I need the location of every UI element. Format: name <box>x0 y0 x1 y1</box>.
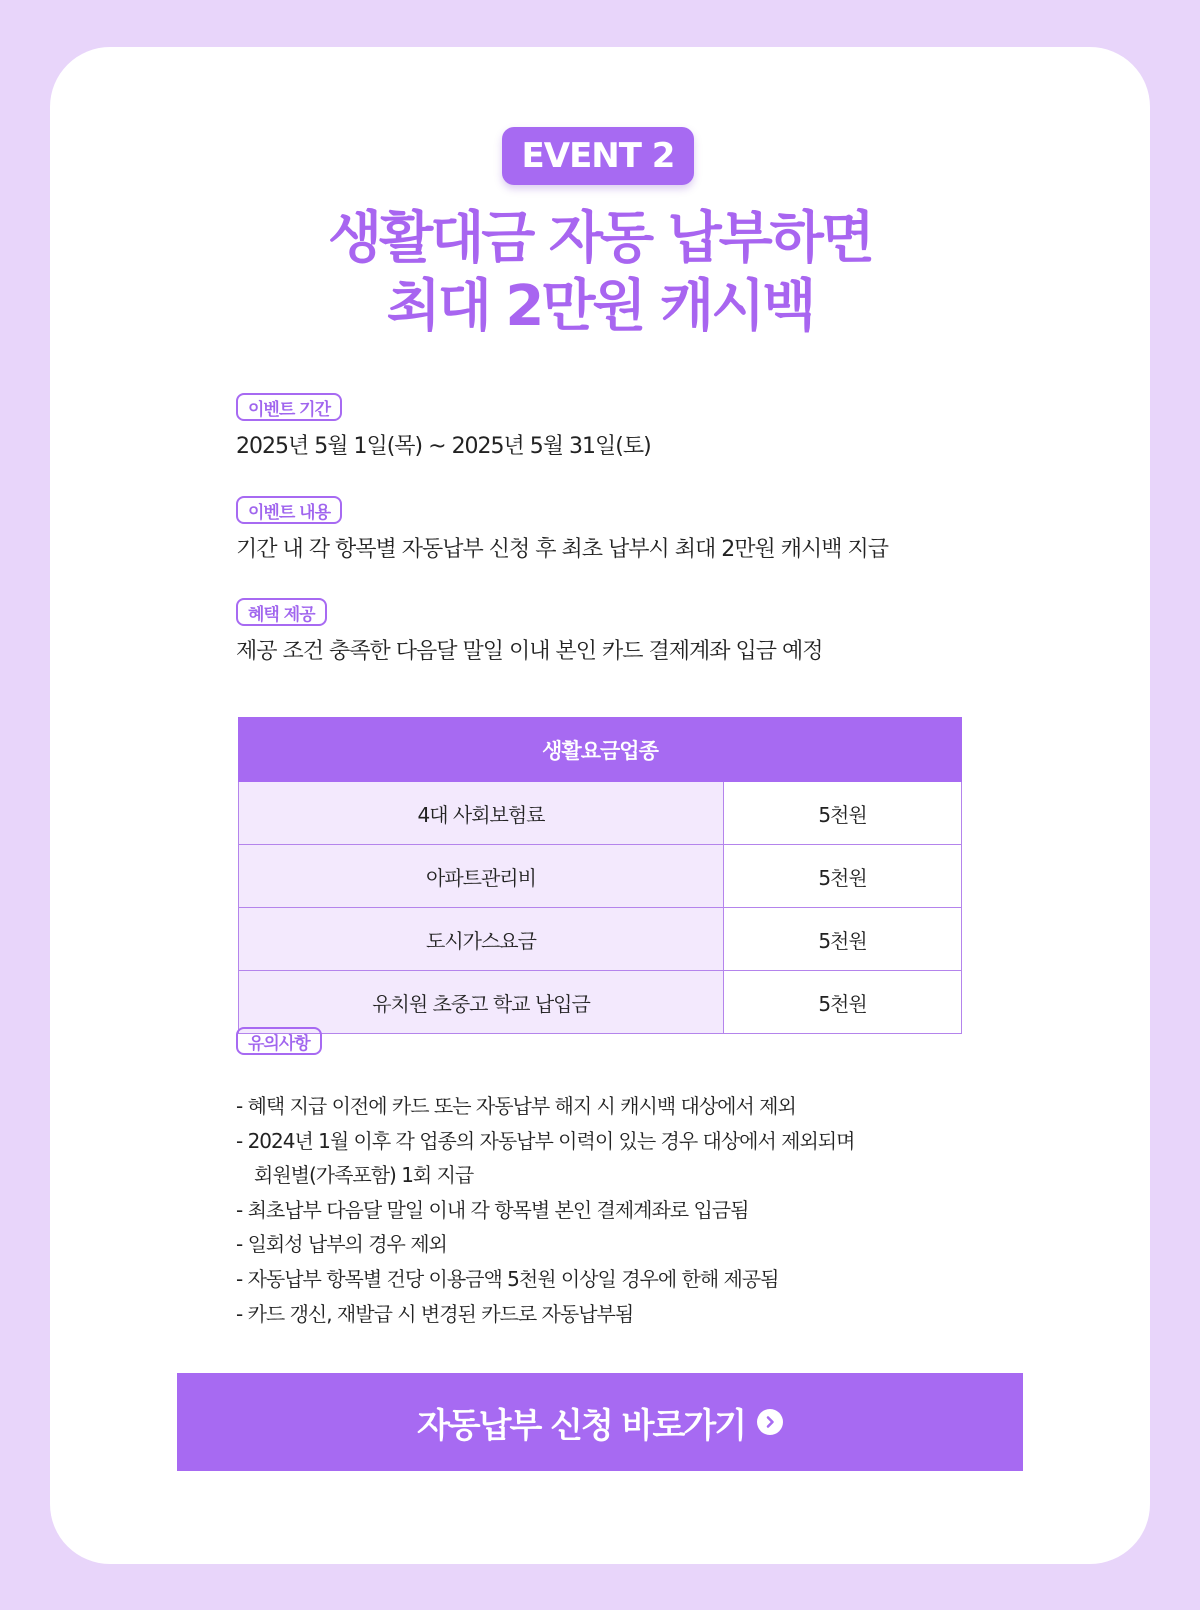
content-text: 기간 내 각 항목별 자동납부 신청 후 최초 납부시 최대 2만원 캐시백 지급 <box>236 537 888 562</box>
notes-tag: 유의사항 <box>236 1027 322 1055</box>
page-title <box>50 205 1150 341</box>
apply-autopay-button[interactable] <box>177 1373 1023 1471</box>
table-row <box>239 782 962 845</box>
period-tag: 이벤트 기간 <box>236 393 342 421</box>
headline-line-2: 최대 2만원 캐시백 <box>386 274 814 339</box>
headline-line-1: 생활대금 자동 납부하면 <box>328 206 872 271</box>
event-badge: EVENT 2 <box>502 127 694 185</box>
note-item: - 자동납부 항목별 건당 이용금액 5천원 이상일 경우에 한해 제공됨 <box>236 1266 779 1291</box>
note-item-continued: 회원별(가족포함) 1회 지급 <box>254 1163 474 1188</box>
period-text: 2025년 5월 1일(목) ~ 2025년 5월 31일(토) <box>236 434 651 459</box>
benefit-text: 제공 조건 충족한 다음달 말일 이내 본인 카드 결제계좌 입금 예정 <box>236 639 823 664</box>
table-row <box>239 845 962 908</box>
fee-table <box>238 717 962 1034</box>
note-item: - 일회성 납부의 경우 제외 <box>236 1232 447 1257</box>
table-cell-amount: 5천원 <box>724 908 962 971</box>
table-cell-category: 도시가스요금 <box>239 908 724 971</box>
note-item: - 최초납부 다음달 말일 이내 각 항목별 본인 결제계좌로 입금됨 <box>236 1197 749 1222</box>
benefit-tag: 혜택 제공 <box>236 598 327 626</box>
table-header: 생활요금업종 <box>239 718 962 782</box>
table-header-row <box>239 718 962 782</box>
event-card <box>50 47 1150 1564</box>
table-cell-category: 4대 사회보험료 <box>239 782 724 845</box>
notes-list <box>236 1089 854 1331</box>
table-cell-amount: 5천원 <box>724 845 962 908</box>
table-cell-category: 아파트관리비 <box>239 845 724 908</box>
note-item: - 혜택 지급 이전에 카드 또는 자동납부 해지 시 캐시백 대상에서 제외 <box>236 1094 796 1118</box>
table-row <box>239 908 962 971</box>
apply-autopay-label: 자동납부 신청 바로가기 <box>416 1405 746 1446</box>
table-cell-amount: 5천원 <box>724 782 962 845</box>
table-cell-amount: 5천원 <box>724 971 962 1034</box>
content-tag: 이벤트 내용 <box>236 496 342 524</box>
chevron-right-circle-icon <box>757 1409 783 1435</box>
table-cell-category: 유치원 초중고 학교 납입금 <box>239 971 724 1034</box>
note-item: - 카드 갱신, 재발급 시 변경된 카드로 자동납부됨 <box>236 1301 634 1326</box>
note-item: - 2024년 1월 이후 각 업종의 자동납부 이력이 있는 경우 대상에서 제외되며 <box>236 1128 855 1153</box>
table-row <box>239 971 962 1034</box>
